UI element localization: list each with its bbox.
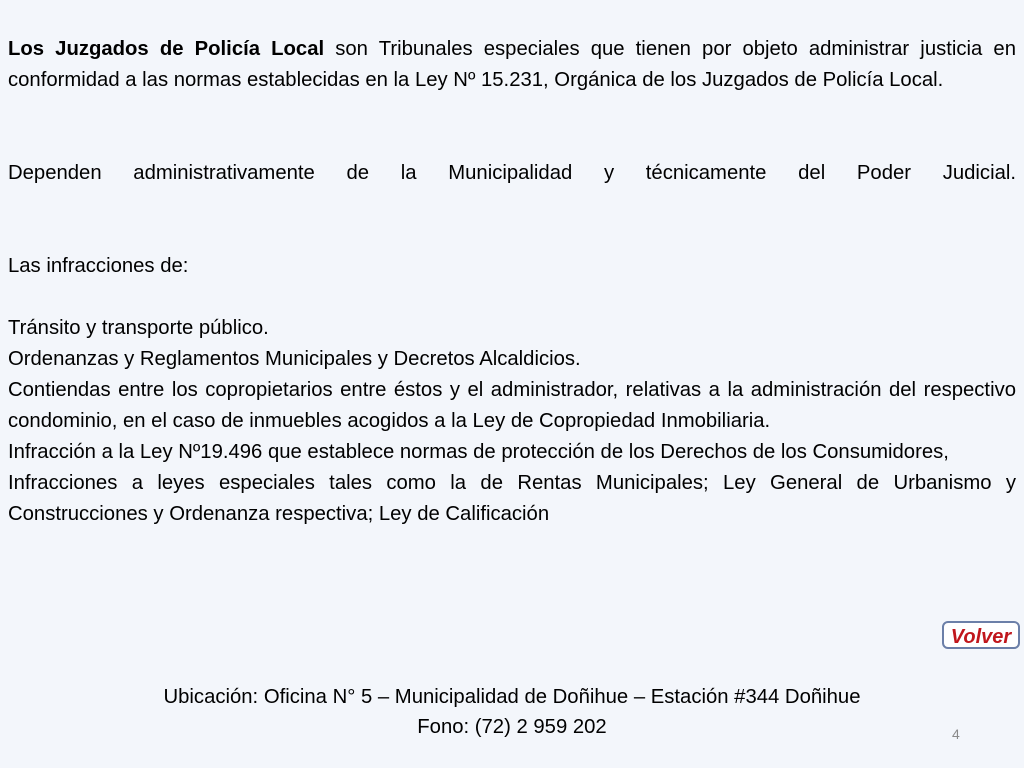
infraction-item: Contiendas entre los copropietarios entre éstos y el administrador, relativas a la administración del respectivo condominio, en el caso de inmuebles acogidos a la Ley de Copropiedad Inmobiliaria. xyxy=(8,379,1016,432)
slide-body xyxy=(8,34,1016,530)
footer-location: Ubicación: Oficina N° 5 – Municipalidad de Doñihue – Estación #344 Doñihue xyxy=(163,686,861,708)
spacer xyxy=(8,282,1016,313)
infraction-item: Infracciones a leyes especiales tales como la de Rentas Municipales; Ley General de Urbanismo y Construcciones y Ordenanza respectiva; Ley de Calificación xyxy=(8,472,1016,525)
page-number: 4 xyxy=(952,726,960,742)
infraction-item: Infracción a la Ley Nº19.496 que establece normas de protección de los Derechos de los Consumidores, xyxy=(8,441,949,463)
infraction-item: Ordenanzas y Reglamentos Municipales y Decretos Alcaldicios. xyxy=(8,348,581,370)
spacer xyxy=(8,96,1016,158)
intro-text: son Tribunales especiales que tienen por objeto administrar justicia en conformidad a las normas establecidas en la Ley Nº 15.231, Orgánica de los Juzgados de Policía Local. xyxy=(8,38,1016,91)
infractions-list xyxy=(8,313,1016,530)
infraction-item: Tránsito y transporte público. xyxy=(8,317,269,339)
intro-paragraph xyxy=(8,34,1016,96)
intro-bold-lead: Los Juzgados de Policía Local xyxy=(8,38,325,60)
dependence-paragraph: Dependen administrativamente de la Municipalidad y técnicamente del Poder Judicial. xyxy=(8,162,1016,184)
volver-button[interactable]: Volver xyxy=(942,621,1020,649)
infractions-heading: Las infracciones de: xyxy=(8,255,189,277)
footer-phone: Fono: (72) 2 959 202 xyxy=(417,716,607,738)
spacer xyxy=(8,189,1016,251)
